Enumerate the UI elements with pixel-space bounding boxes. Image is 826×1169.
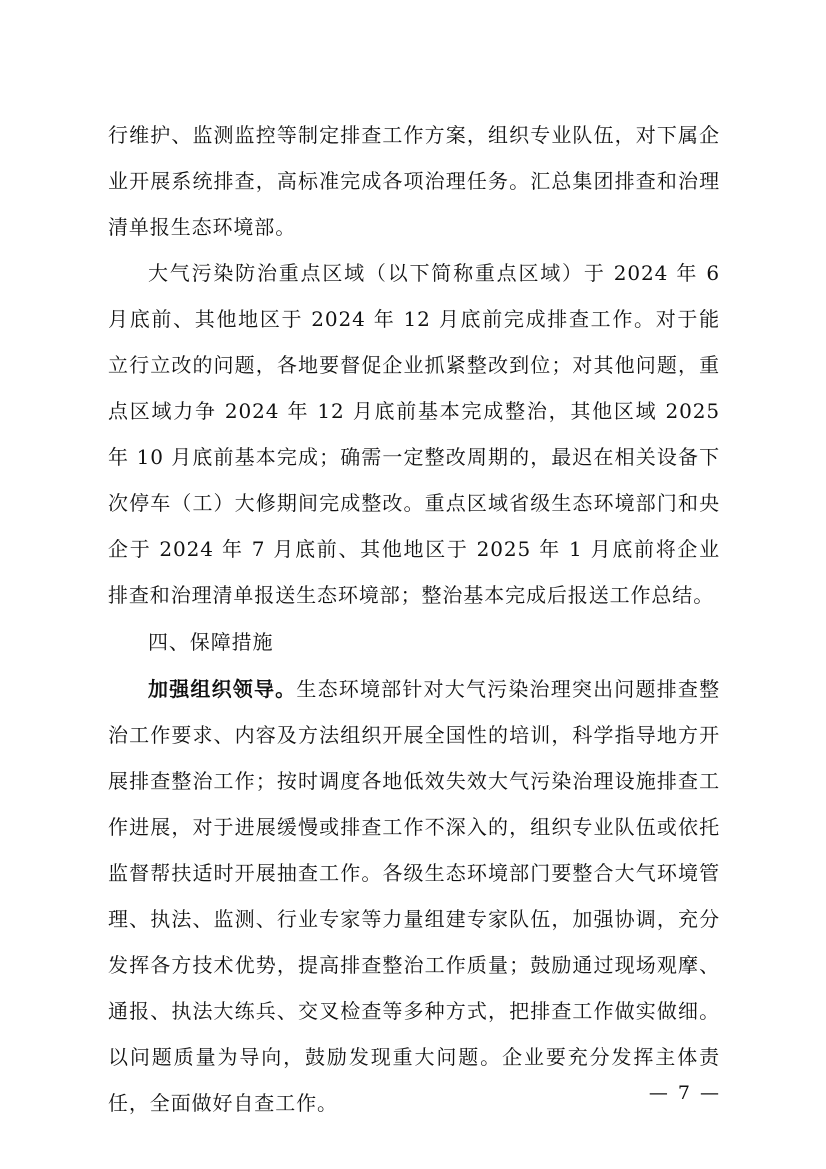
body-text — [108, 112, 720, 1126]
section-heading: 四、保障措施 — [148, 630, 274, 654]
paragraph-lead: 加强组织领导。 — [148, 677, 297, 701]
paragraph-organization-body: 生态环境部针对大气污染治理突出问题排查整治工作要求、内容及方法组织开展全国性的培训，科学指导地方开展排查整治工作；按时调度各地低效失效大气污染治理设施排查工作进展，对于进展缓慢或排查工作不深入的，组织专业队伍或依托监督帮扶适时开展抽查工作。各级生态环境部门要整合大气环境管理、执法、监测、行业专家等力量组建专家队伍，加强协调，充分发挥各方技术优势，提高排查整治工作质量；鼓励通过现场观摩、通报、执法大练兵、交叉检查等多种方式，把排查工作做实做细。以问题质量为导向，鼓励发现重大问题。企业要充分发挥主体责任，全面做好自查工作。 — [108, 677, 720, 1115]
paragraph-continued: 行维护、监测监控等制定排查工作方案，组织专业队伍，对下属企业开展系统排查，高标准完成各项治理任务。汇总集团排查和治理清单报生态环境部。 — [108, 123, 720, 239]
paragraph-schedule: 大气污染防治重点区域（以下简称重点区域）于 2024 年 6 月底前、其他地区于 2024 年 12 月底前完成排查工作。对于能立行立改的问题，各地要督促企业抓紧整改到位；对其他问题，重点区域力争 2024 年 12 月底前基本完成整治，其他区域 2025 年 10 月底前基本完成；确需一定整改周期的，最迟在相关设备下次停车（工）大修期间完成整改。重点区域省级生态环境部门和央企于 2024 年 7 月底前、其他地区于 2025 年 1 月底前将企业排查和治理清单报送生态环境部；整治基本完成后报送工作总结。 — [108, 261, 720, 607]
paragraph-organization — [108, 666, 720, 1126]
page-number: — 7 — — [648, 1082, 721, 1104]
